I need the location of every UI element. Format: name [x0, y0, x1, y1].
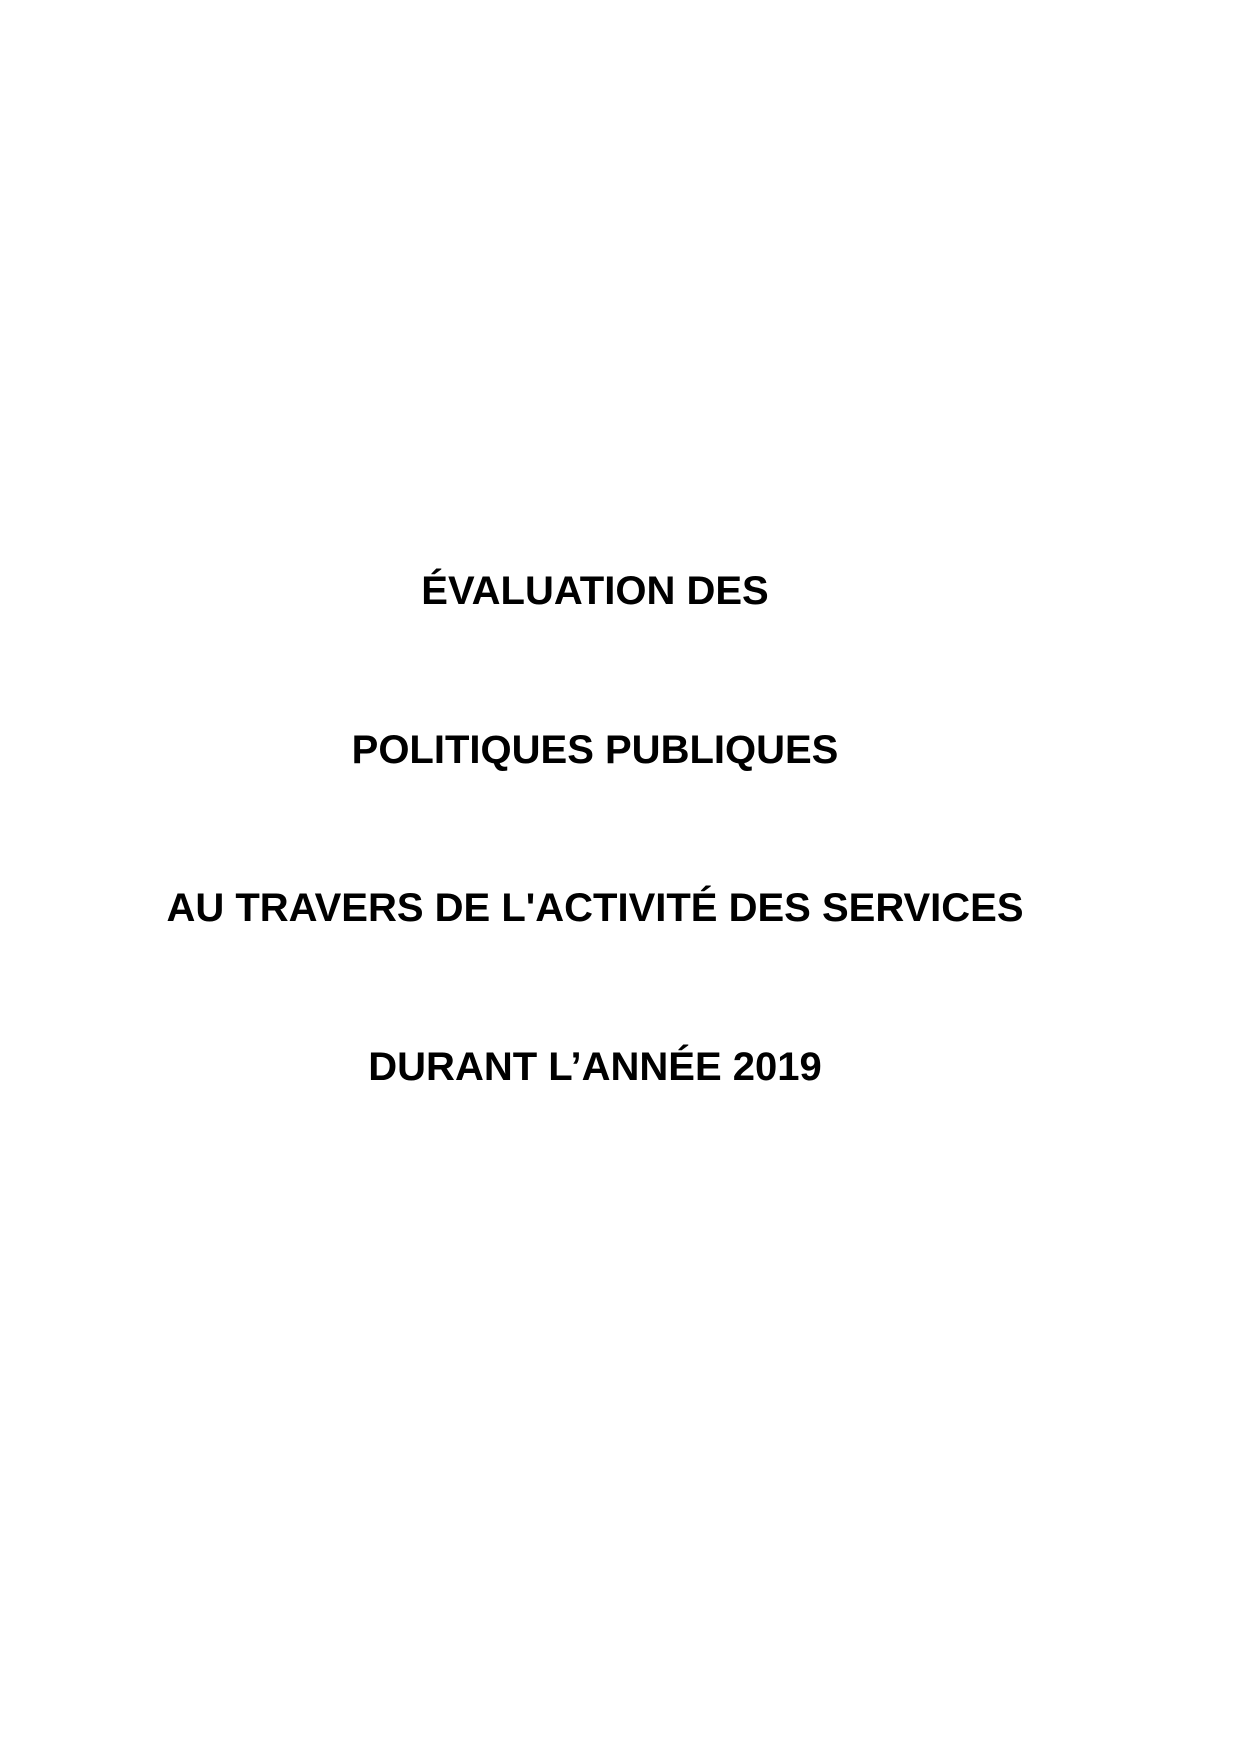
title-line-annee: DURANT L’ANNÉE 2019 [368, 1045, 822, 1089]
title-line-activite-services: AU TRAVERS DE L'ACTIVITÉ DES SERVICES [166, 886, 1024, 930]
title-line-evaluation: ÉVALUATION DES [421, 569, 769, 613]
title-line-politiques-publiques: POLITIQUES PUBLIQUES [351, 728, 839, 772]
